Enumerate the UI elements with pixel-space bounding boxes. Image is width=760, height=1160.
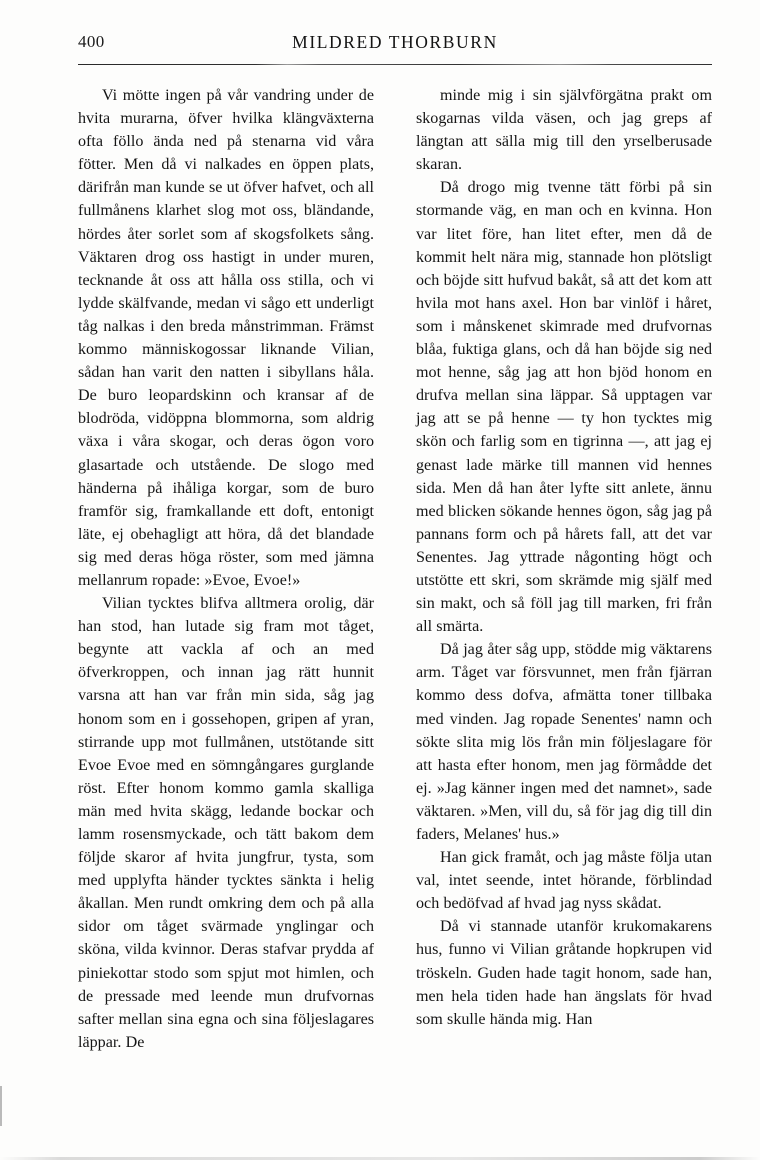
scan-edge-left (0, 1086, 2, 1126)
running-head (78, 32, 712, 58)
paragraph: minde mig i sin självförgätna prakt om skogarnas vilda väsen, och jag greps af längtan att sälla mig till den yrselberusade skaran. (416, 87, 712, 174)
paragraph: Då vi stannade utanför krukomakarens hus, funno vi Vilian gråtande hopkrupen vid tröskeln. Guden hade tagit honom, sade han, men hela tiden hade han ängslats för hvad som skulle hända mig. Han (416, 918, 712, 1028)
paragraph: Då drogo mig tvenne tätt förbi på sin stormande väg, en man och en kvinna. Hon var litet före, han litet efter, men då de kommit helt nära mig, stannade hon plötsligt och böjde sitt hufvud bakåt, så att det kom att hvila mot hans axel. Hon bar vinlöf i håret, som i månskenet skimrade med drufvornas blåa, fuktiga glans, och då han böjde sig ned mot henne, såg jag att hon bjöd honom en drufva mellan sina läppar. Så upptagen var jag att se på henne — ty hon tycktes mig skön och farlig som en tigrinna —, att jag ej genast lade märke till mannen vid hennes sida. Men då han åter lyfte sitt anlete, ännu med blicken sökande hennes ögon, såg jag på pannans form och på hårets fall, att det var Senentes. Jag yttrade någonting högt och utstötte ett skri, som skrämde mig själf med sin makt, och så föll jag till marken, fri från all smärta. (416, 179, 712, 636)
page-number: 400 (78, 32, 105, 51)
paragraph: Vilian tycktes blifva alltmera orolig, där han stod, han lutade sig fram mot tåget, begynte att vackla af och an med öfverkroppen, och innan jag rätt hunnit varsna att han var från min sida, såg jag honom som en i gossehopen, gripen af yran, stirrande upp mot fullmånen, utstötande sitt Evoe Evoe med en sömngångares gurglande röst. Efter honom kommo gamla skalliga män med hvita skägg, ledande bockar och lamm rosensmyckade, och tätt bakom dem följde skaror af hvita jungfrur, tysta, som med upplyfta händer tycktes sänkta i helig åkallan. Men rundt omkring dem och på alla sidor om tåget svärmade ynglingar och sköna, vilda kvinnor. Deras stafvar prydda af piniekottar stodo som spjut mot himlen, och de pressade med leende mun drufvornas safter mellan sina egna och sina följeslagares läppar. De (78, 595, 374, 1051)
column-left (78, 84, 374, 1054)
running-title: MILDRED THORBURN (292, 32, 498, 52)
paragraph: Han gick framåt, och jag måste följa utan val, intet seende, intet hörande, förblindad och bedöfvad af hvad jag nyss skådat. (416, 849, 712, 913)
paragraph: Vi mötte ingen på vår vandring under de hvita murarna, öfver hvilka klängväxterna ofta föllo ända ned på stenarna vid våra fötter. Men då vi nalkades en öppen plats, därifrån man kunde se ut öfver hafvet, och all fullmånens klarhet slog mot oss, bländande, hördes åter sorlet som af skogsfolkets sång. Väktaren drog oss hastigt in under muren, tecknande åt oss att hålla oss stilla, och vi lydde skälfvande, medan vi sågo ett underligt tåg nalkas i den breda månstrimman. Främst kommo människogossar liknande Vilian, sådan han varit den natten i sibyllans håla. De buro leopardskinn och kransar af de blodröda, vidöppna blommorna, som aldrig växa i våra skogar, och deras ögon voro glasartade och utstående. De slogo med händerna på ihåliga korgar, som de buro framför sig, framkallande ett doft, entonigt läte, ej obehagligt att höra, då det blandade sig med deras höga röster, som med jämna mellanrum ropade: »Evoe, Evoe!» (78, 87, 374, 589)
paragraph: Då jag åter såg upp, stödde mig väktarens arm. Tåget var försvunnet, men från fjärran kommo dess dofva, afmätta toner tillbaka med vinden. Jag ropade Senentes' namn och sökte slita mig lös från min följeslagare för att hasta efter honom, men jag förmådde det ej. »Jag känner ingen med det namnet», sade väktaren. »Men, vill du, så för jag dig till din faders, Melanes' hus.» (416, 641, 712, 843)
text-body (78, 84, 712, 1054)
column-right (416, 84, 712, 1054)
header-rule (78, 64, 712, 65)
